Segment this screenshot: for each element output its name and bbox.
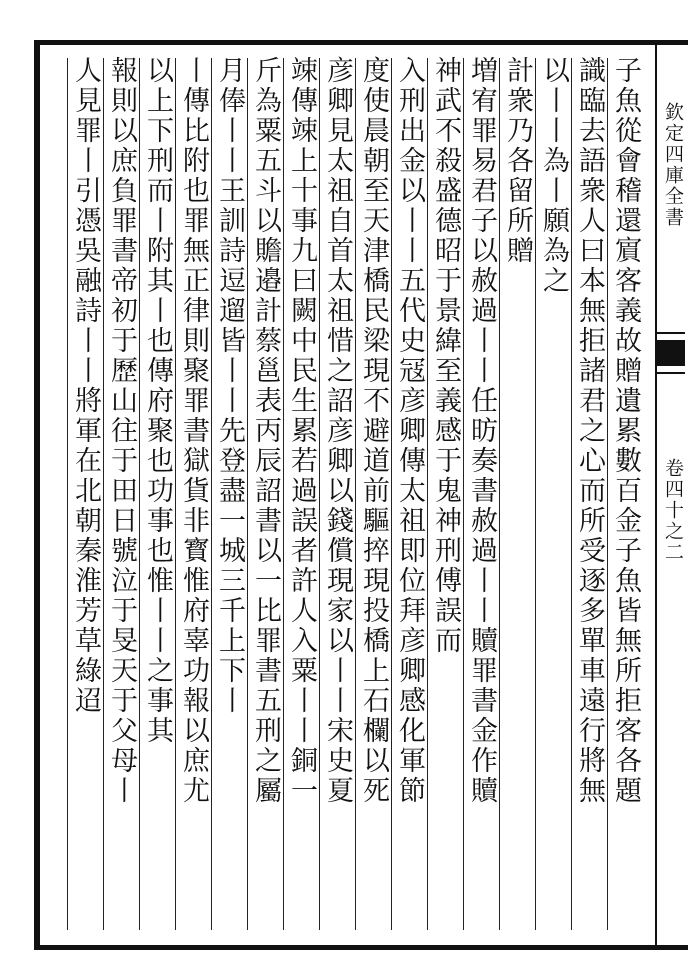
column-rule: [139, 58, 140, 930]
spine-rule-top: [657, 332, 685, 334]
column-rule: [319, 58, 320, 930]
spine-border: [655, 40, 657, 945]
text-column-8: 度使晨朝至天津橋民梁現不避道前驅捽現投橋上石欄以死: [358, 56, 389, 806]
column-rule: [247, 58, 248, 930]
column-rule: [211, 58, 212, 930]
text-column-10: 竦傳竦上十事九曰闕中民生累若過誤者許人入粟丨丨銅一: [286, 56, 317, 806]
text-column-1: 子魚從會稽還賔客義故贈遺累數百金子魚皆無所拒客各題: [610, 56, 641, 806]
column-rule: [535, 58, 536, 930]
column-rule: [391, 58, 392, 930]
spine-fishtail-mark: [657, 340, 685, 366]
column-rule: [67, 58, 68, 930]
text-column-3: 以丨丨為丨願為之: [538, 56, 569, 296]
spine-title: 欽定四庫全書: [662, 102, 684, 228]
column-rule: [463, 58, 464, 930]
text-column-2: 識臨去語衆人曰本無拒諸君之心而所受逐多單車遠行將無: [574, 56, 605, 806]
text-column-15: 報則以庶負罪書帝初于歷山往于田日號泣于旻天于父母丨: [106, 56, 137, 806]
spine-volume: 卷四十之二: [662, 458, 684, 563]
text-column-14: 以上下刑而丨附其丨也傳府聚也功事也惟丨丨之事其: [142, 56, 173, 746]
text-column-6: 神武不殺盛德昭于景緯至義感于鬼神刑傅誤而: [430, 56, 461, 656]
column-rule: [175, 58, 176, 930]
column-rule: [355, 58, 356, 930]
text-column-13: 丨傳比附也罪無正律則聚罪書獄貨非寳惟府辜功報以庶尤: [178, 56, 209, 806]
column-rule: [427, 58, 428, 930]
column-rule: [103, 58, 104, 930]
column-rule: [283, 58, 284, 930]
column-rule: [499, 58, 500, 930]
text-column-16: 人見罪丨引憑吳融詩丨丨將軍在北朝秦淮芳草綠迢: [70, 56, 101, 716]
column-rule: [571, 58, 572, 930]
spine-rule-bottom: [657, 372, 685, 374]
text-column-7: 入刑出金以丨丨五代史冦彦卿傳太祖即位拜彦卿感化軍節: [394, 56, 425, 806]
text-column-9: 彦卿見太祖自首太祖惜之詔彦卿以錢償現家以丨丨宋史夏: [322, 56, 353, 806]
column-rule: [607, 58, 608, 930]
text-column-4: 計衆乃各留所贈: [502, 56, 533, 266]
text-column-12: 月俸丨丨王訓詩逗遛皆丨丨先登盡一城三千上下丨: [214, 56, 245, 716]
text-column-5: 増宥罪易君子以赦過丨丨任昉奏書赦過丨丨贖罪書金作贖: [466, 56, 497, 806]
page-spine: [655, 40, 685, 945]
text-column-11: 斤為粟五斗以贍邉計蔡邕表丙辰詔書以一比罪書五刑之屬: [250, 56, 281, 806]
